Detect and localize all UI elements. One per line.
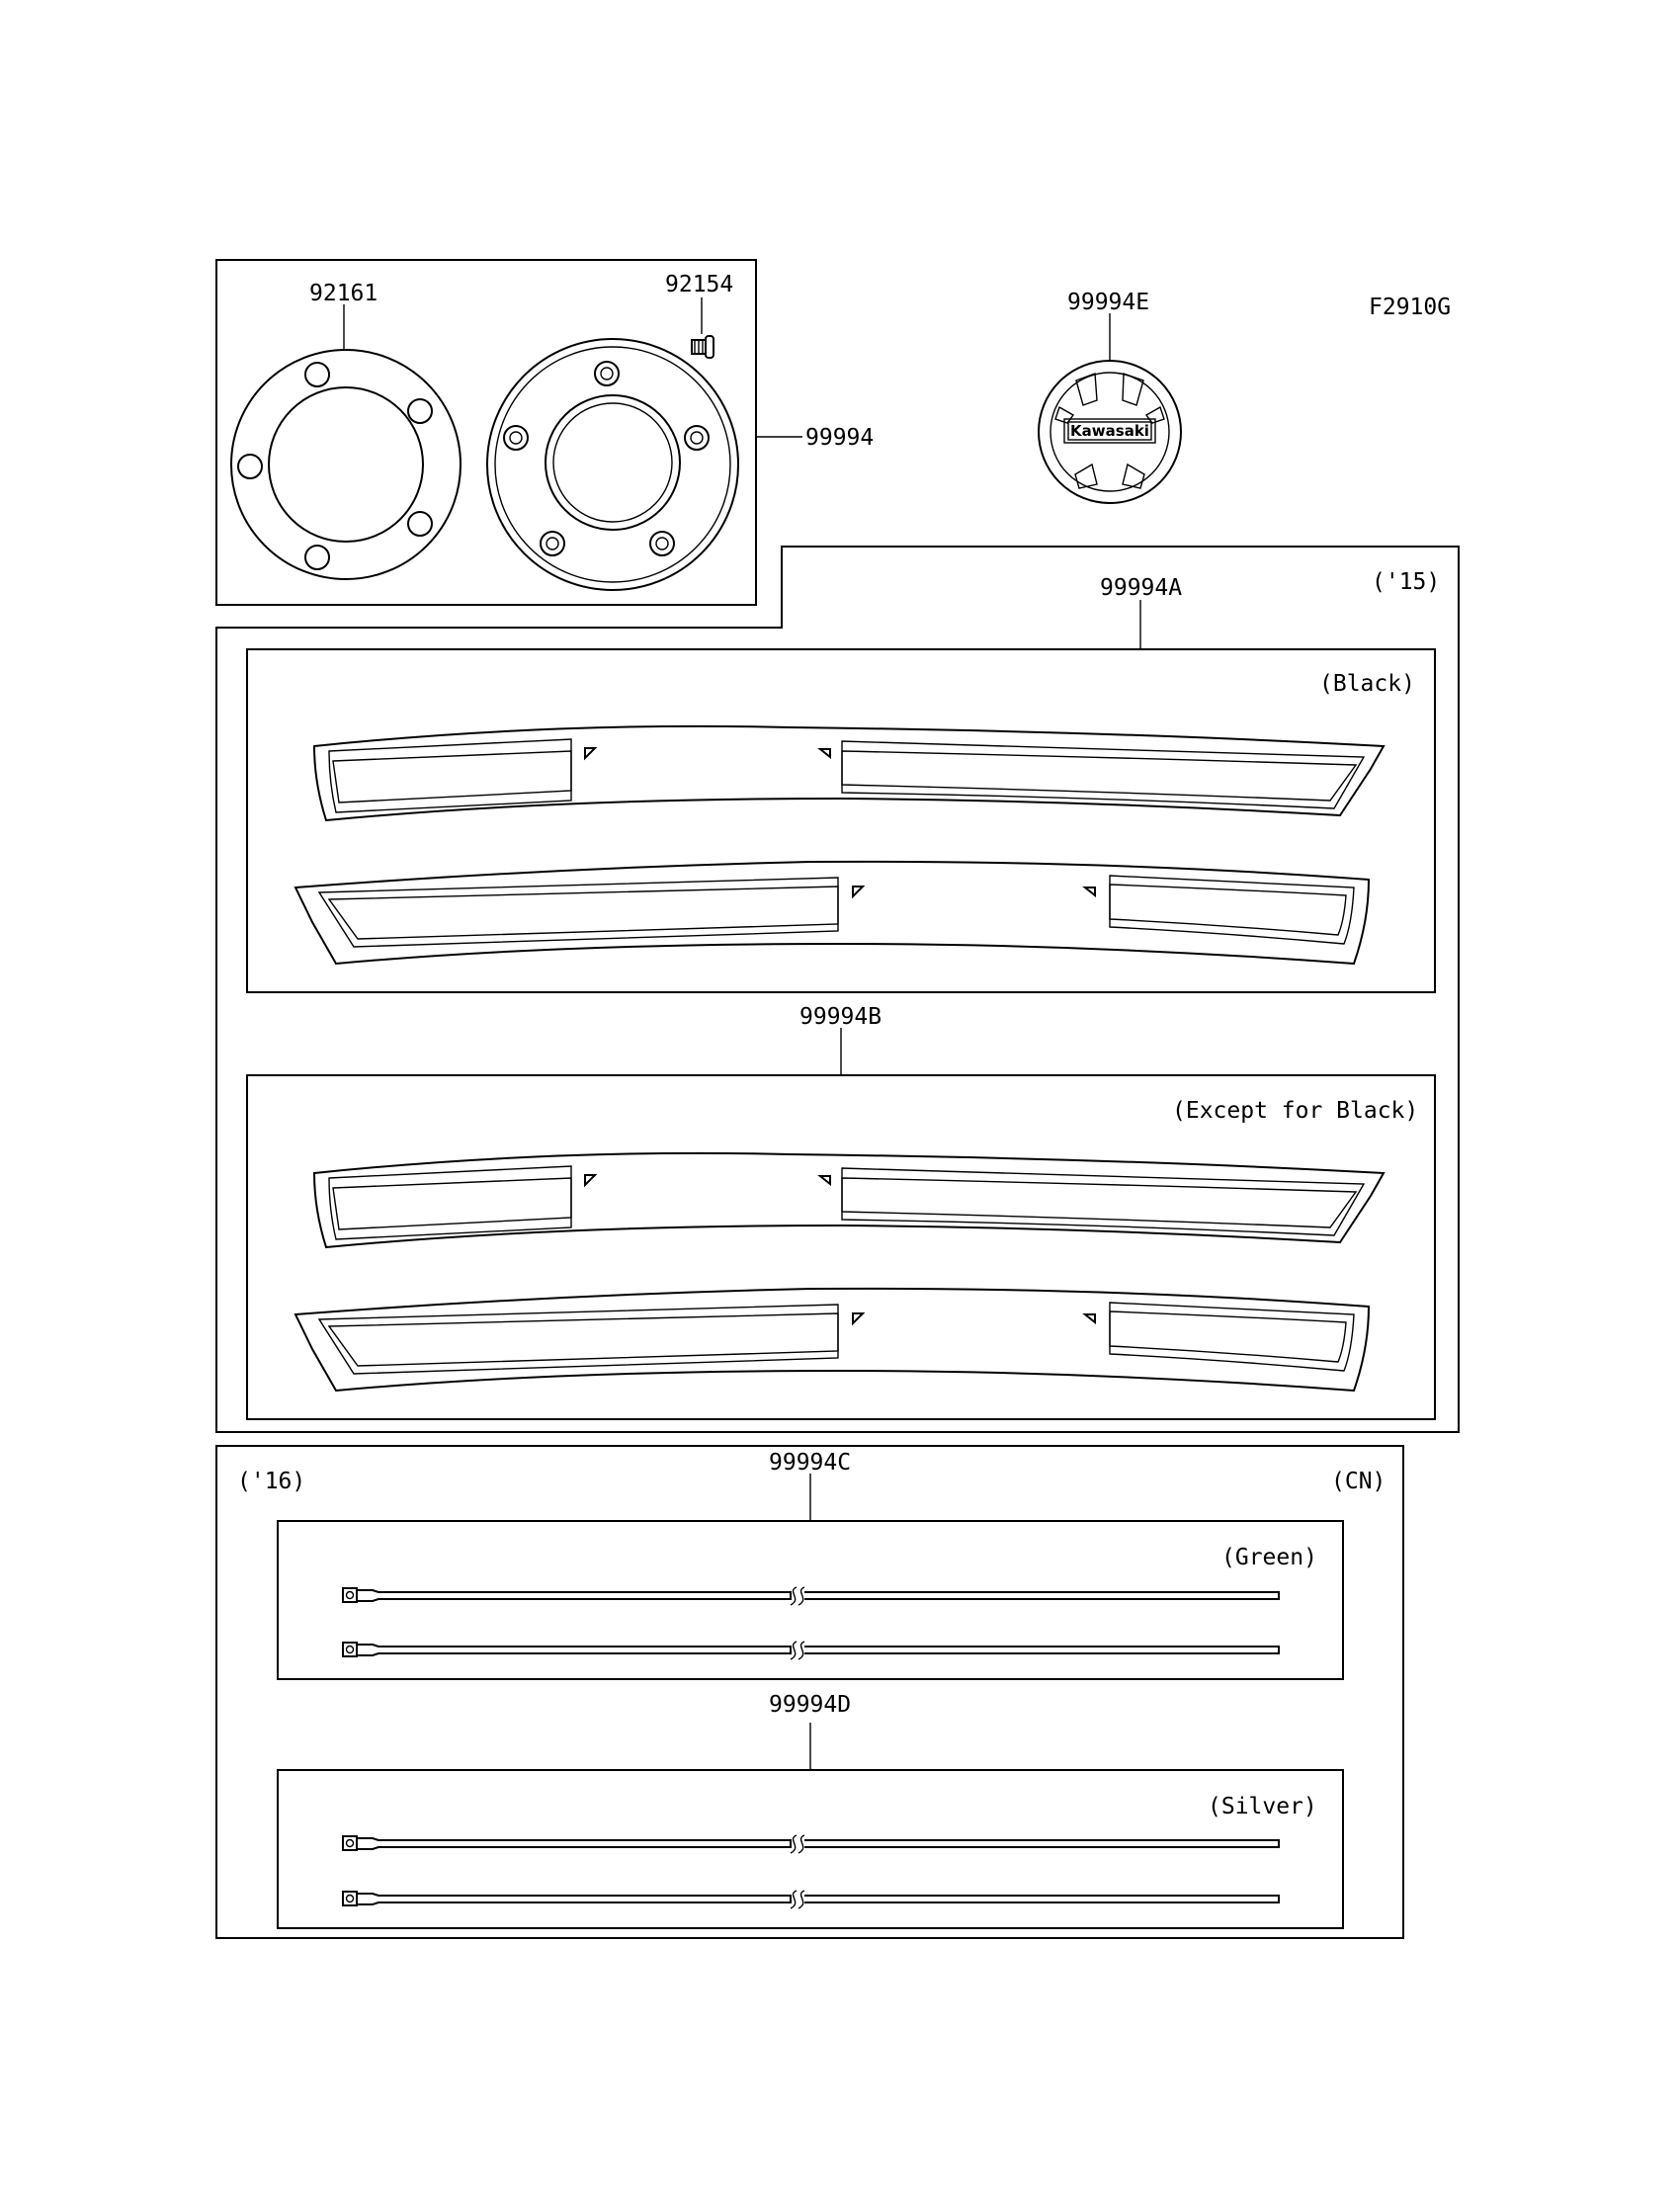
year-15-label: ('15) (1372, 569, 1441, 595)
stripe-green-1 (343, 1587, 1279, 1605)
cover-part-number: 99994 (805, 425, 875, 451)
stripe-green-part-number: 99994C (769, 1450, 852, 1476)
trim-black-part-number: 99994A (1100, 575, 1183, 601)
silver-label: (Silver) (1208, 1794, 1317, 1819)
cover-kit-box (216, 260, 756, 605)
stripe-silver-part-number: 99994D (769, 1692, 852, 1718)
emblem-part (1039, 361, 1181, 503)
bolt-part (692, 336, 714, 358)
year-16-label: ('16) (237, 1469, 306, 1494)
trim-black-upper (314, 726, 1384, 820)
trim-except-black-box (247, 1075, 1435, 1419)
gasket-part-number: 92161 (309, 281, 378, 306)
trim-black-lower (295, 862, 1369, 964)
gasket-part (231, 350, 461, 579)
emblem-part-number: 99994E (1067, 290, 1150, 315)
bolt-part-number: 92154 (665, 272, 734, 297)
stripe-silver-box (278, 1770, 1343, 1928)
figure-code: F2910G (1369, 295, 1452, 320)
trim-except-black-upper (314, 1153, 1384, 1247)
black-label: (Black) (1319, 671, 1415, 697)
stripe-silver-1 (343, 1835, 1279, 1853)
trim-except-black-lower (295, 1289, 1369, 1391)
cover-part (487, 339, 738, 590)
trim-except-black-part-number: 99994B (799, 1004, 882, 1030)
stripe-silver-2 (343, 1891, 1279, 1908)
except-black-label: (Except for Black) (1172, 1098, 1419, 1124)
green-label: (Green) (1221, 1545, 1317, 1570)
trim-black-box (247, 649, 1435, 992)
stripe-green-2 (343, 1642, 1279, 1659)
cn-label: (CN) (1331, 1469, 1386, 1494)
emblem-logo-text: Kawasaki (1070, 422, 1149, 440)
